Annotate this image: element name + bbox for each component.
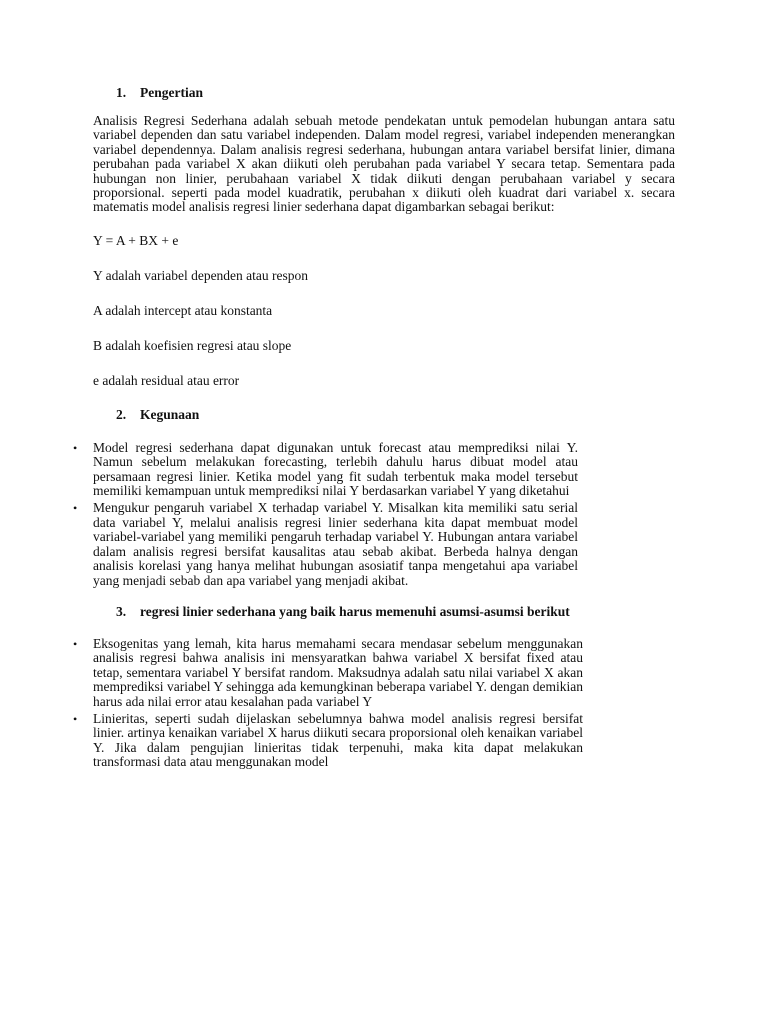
section-number: 2. (116, 406, 127, 422)
definition-a: A adalah intercept atau konstanta (93, 302, 273, 318)
document-page (73, 84, 675, 770)
list-item-text: Linieritas, seperti sudah dijelaskan sebelumnya bahwa model analisis regresi bersifat linier. artinya kenaikan variabel X harus diikuti secara proporsional oleh kenaikan variabel Y. Jika dalam pengujian linieritas tidak terpenuhi, maka kita dapat melakukan transformasi data atau menggunakan model (93, 710, 583, 770)
definition-y: Y adalah variabel dependen atau respon (93, 267, 309, 283)
bullet-icon: • (73, 440, 78, 455)
list-item-text: Eksogenitas yang lemah, kita harus memahami secara mendasar sebelum menggunakan analisis regresi bahwa analisis ini mensyaratkan bahwa variabel X bersifat fixed atau tetap, sementara variabel Y bersifat random. Maksudnya adalah satu nilai variabel X akan memprediksi variabel Y sehingga ada kemungkinan beberapa variabel Y. dengan demikian harus ada nilai error atau kesalahan pada variabel Y (93, 635, 583, 709)
bullet-icon: • (73, 711, 78, 726)
list-item-text: Model regresi sederhana dapat digunakan untuk forecast atau memprediksi nilai Y. Namun sebelum melakukan forecasting, terlebih dahulu harus dibuat model atau persamaan regresi linier. Ketika model yang fit sudah terbentuk maka model tersebut memiliki kemampuan untuk memprediksi nilai Y berdasarkan variabel Y yang diketahui (93, 439, 578, 499)
section-number: 1. (116, 85, 127, 100)
section-heading-asumsi (93, 603, 675, 621)
section-heading-pengertian (93, 84, 675, 102)
section-title: Pengertian (140, 85, 203, 100)
definition-b: B adalah koefisien regresi atau slope (93, 337, 292, 353)
definition-e: e adalah residual atau error (93, 372, 240, 388)
asumsi-list (73, 635, 583, 770)
bullet-icon: • (73, 501, 78, 516)
list-item (73, 500, 578, 588)
paragraph-pengertian: Analisis Regresi Sederhana adalah sebuah metode pendekatan untuk pemodelan hubungan antara satu variabel dependen dan satu variabel independen. Dalam model regresi, variabel independen menerangkan variabel dependennya. Dalam analisis regresi sederhana, hubungan antara variabel bersifat linier, dimana perubahan pada variabel X akan diikuti oleh perubahan pada variabel Y secara tetap. Sementara pada hubungan non linier, perubahaan variabel X tidak diikuti dengan perubahaan variabel y secara proporsional. seperti pada model kuadratik, perubahan x diikuti oleh kuadrat dari variabel x. secara matematis model analisis regresi linier sederhana dapat digambarkan sebagai berikut: (93, 113, 675, 215)
section-heading-kegunaan (93, 406, 675, 424)
bullet-icon: • (73, 636, 78, 651)
list-item (73, 635, 583, 709)
kegunaan-list (73, 439, 578, 588)
list-item (73, 439, 578, 499)
list-item (73, 710, 583, 770)
regression-formula: Y = A + BX + e (93, 232, 179, 248)
section-title: Kegunaan (140, 406, 200, 422)
list-item-text: Mengukur pengaruh variabel X terhadap variabel Y. Misalkan kita memiliki satu serial data variabel Y, melalui analisis regresi linier sederhana kita dapat membuat model variabel-variabel yang memiliki pengaruh terhadap variabel Y. Hubungan antara variabel dalam analisis regresi bersifat kausalitas atau sebab akibat. Berbeda halnya dengan analisis korelasi yang hanya melihat hubungan asosiatif tanpa mengetahui apa variabel yang menjadi sebab dan apa variabel yang menjadi akibat. (93, 500, 578, 588)
section-title: regresi linier sederhana yang baik harus memenuhi asumsi-asumsi berikut (140, 603, 570, 619)
section-number: 3. (116, 603, 127, 619)
